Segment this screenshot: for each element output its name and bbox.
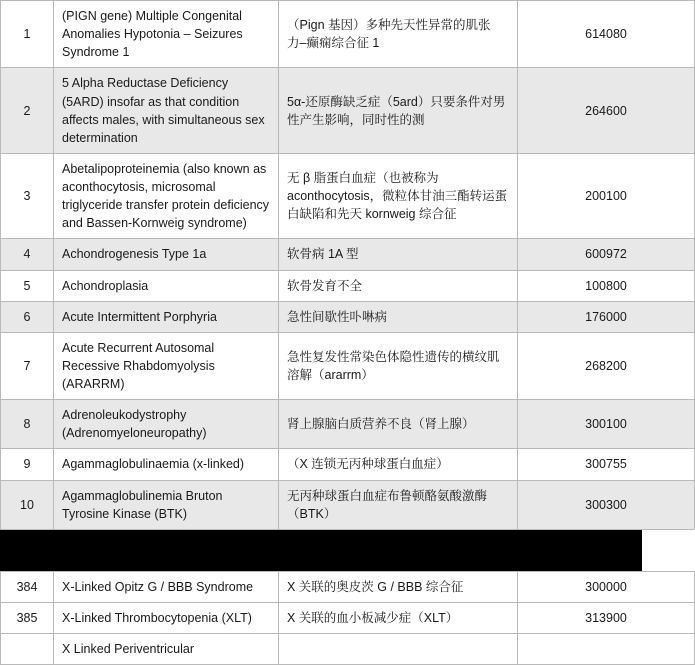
row-chinese-name: 5α-还原酶缺乏症（5ard）只要条件对男性产生影响，同时性的测: [279, 68, 518, 154]
table-row: [1, 332, 695, 399]
row-english-name: (PIGN gene) Multiple Congenital Anomalies Hypotonia – Seizures Syndrome 1: [54, 1, 279, 68]
bottom-table-clip: [0, 571, 642, 656]
row-omim-code: [518, 634, 695, 665]
table-body-top: [1, 1, 695, 530]
row-omim-code: 264600: [518, 68, 695, 154]
row-number: 9: [1, 449, 54, 480]
row-omim-code: 313900: [518, 602, 695, 633]
row-english-name: Acute Intermittent Porphyria: [54, 301, 279, 332]
row-chinese-name: 急性间歇性卟啉病: [279, 301, 518, 332]
row-omim-code: 300100: [518, 400, 695, 449]
row-english-name: Abetalipoproteinemia (also known as aconthocytosis, microsomal triglyceride transfer protein deficiency and Bassen-Kornweig syndrome): [54, 153, 279, 239]
row-omim-code: 300000: [518, 571, 695, 602]
row-omim-code: 614080: [518, 1, 695, 68]
table-row: [1, 1, 695, 68]
row-number: 8: [1, 400, 54, 449]
row-omim-code: 268200: [518, 332, 695, 399]
row-number: 3: [1, 153, 54, 239]
row-english-name: Agammaglobulinaemia (x-linked): [54, 449, 279, 480]
row-english-name: Achondroplasia: [54, 270, 279, 301]
row-omim-code: 100800: [518, 270, 695, 301]
page-break-band: [0, 530, 642, 571]
row-omim-code: 300300: [518, 480, 695, 529]
table-row: [1, 602, 695, 633]
table-row: [1, 68, 695, 154]
row-number: [1, 634, 54, 665]
row-number: 384: [1, 571, 54, 602]
row-number: 6: [1, 301, 54, 332]
row-english-name: X-Linked Opitz G / BBB Syndrome: [54, 571, 279, 602]
table-row: [1, 480, 695, 529]
row-omim-code: 200100: [518, 153, 695, 239]
row-english-name: X Linked Periventricular: [54, 634, 279, 665]
table-body-bottom: [1, 571, 695, 664]
row-chinese-name: X 关联的血小板减少症（XLT）: [279, 602, 518, 633]
row-number: 4: [1, 239, 54, 270]
table-row: [1, 270, 695, 301]
row-omim-code: 600972: [518, 239, 695, 270]
row-number: 7: [1, 332, 54, 399]
row-english-name: Agammaglobulinemia Bruton Tyrosine Kinase (BTK): [54, 480, 279, 529]
row-number: 5: [1, 270, 54, 301]
row-chinese-name: 无 β 脂蛋白血症（也被称为 aconthocytosis，微粒体甘油三酯转运蛋白缺陷和先天 kornweig 综合征: [279, 153, 518, 239]
row-chinese-name: （Pign 基因）多种先天性异常的肌张力–癫痫综合征 1: [279, 1, 518, 68]
row-omim-code: 300755: [518, 449, 695, 480]
row-chinese-name: 急性复发性常染色体隐性遗传的横纹肌溶解（ararrm）: [279, 332, 518, 399]
row-english-name: Achondrogenesis Type 1a: [54, 239, 279, 270]
row-english-name: Adrenoleukodystrophy (Adrenomyeloneuropathy): [54, 400, 279, 449]
table-row: [1, 239, 695, 270]
table-row: [1, 571, 695, 602]
row-chinese-name: 软骨病 1A 型: [279, 239, 518, 270]
row-chinese-name: 肾上腺脑白质营养不良（肾上腺）: [279, 400, 518, 449]
disorders-table-bottom: [0, 571, 695, 665]
row-chinese-name: 无丙种球蛋白血症布鲁顿酪氨酸激酶（BTK）: [279, 480, 518, 529]
row-number: 1: [1, 1, 54, 68]
row-number: 10: [1, 480, 54, 529]
row-chinese-name: （X 连锁无丙种球蛋白血症）: [279, 449, 518, 480]
table-row: [1, 153, 695, 239]
row-omim-code: 176000: [518, 301, 695, 332]
table-row: [1, 449, 695, 480]
table-row: [1, 634, 695, 665]
row-number: 385: [1, 602, 54, 633]
row-chinese-name: 软骨发育不全: [279, 270, 518, 301]
row-chinese-name: X 关联的奥皮茨 G / BBB 综合征: [279, 571, 518, 602]
row-english-name: Acute Recurrent Autosomal Recessive Rhabdomyolysis (ARARRM): [54, 332, 279, 399]
row-english-name: 5 Alpha Reductase Deficiency (5ARD) insofar as that condition affects males, with simultaneous sex determination: [54, 68, 279, 154]
row-chinese-name: [279, 634, 518, 665]
row-number: 2: [1, 68, 54, 154]
table-row: [1, 400, 695, 449]
table-row: [1, 301, 695, 332]
row-english-name: X-Linked Thrombocytopenia (XLT): [54, 602, 279, 633]
